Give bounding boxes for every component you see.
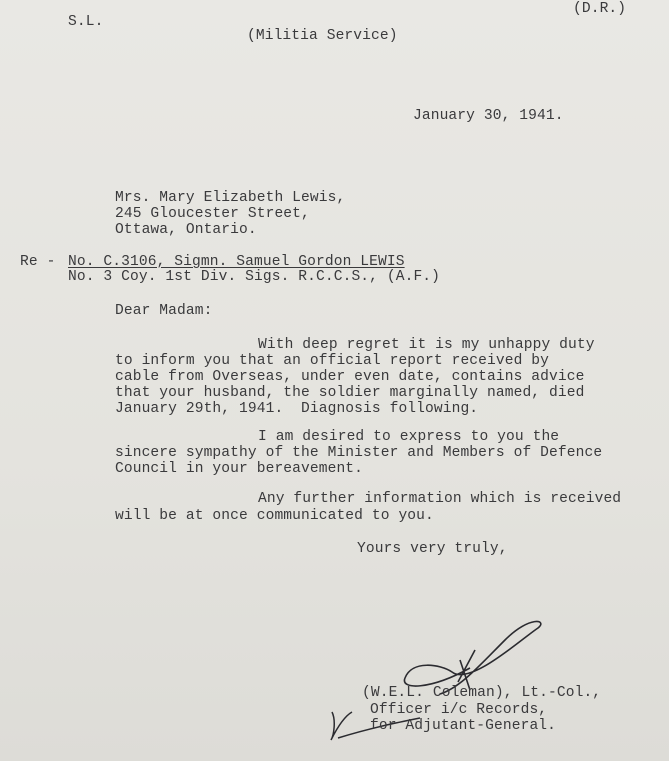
body-line: that your husband, the soldier marginally named, died — [115, 385, 585, 401]
body-line: Any further information which is received — [258, 491, 622, 507]
body-line: With deep regret it is my unhappy duty — [258, 337, 595, 353]
body-line: Council in your bereavement. — [115, 461, 364, 477]
file-code: (D.R.) — [573, 1, 627, 17]
service-heading: (Militia Service) — [247, 28, 398, 44]
initials: S.L. — [68, 14, 104, 30]
body-line: January 29th, 1941. Diagnosis following. — [115, 401, 479, 417]
closing: Yours very truly, — [357, 541, 508, 557]
letter-date: January 30, 1941. — [413, 108, 564, 124]
signature-name: (W.E.L. Coleman), Lt.-Col., — [362, 685, 602, 701]
recipient-name: Mrs. Mary Elizabeth Lewis, — [115, 190, 346, 206]
body-line: I am desired to express to you the — [258, 429, 560, 445]
body-line: to inform you that an official report received by — [115, 353, 550, 369]
body-line: cable from Overseas, under even date, contains advice — [115, 369, 585, 385]
reference-line-1: No. C.3106, Sigmn. Samuel Gordon LEWIS — [68, 254, 405, 270]
salutation: Dear Madam: — [115, 303, 213, 319]
recipient-city: Ottawa, Ontario. — [115, 222, 257, 238]
signature-for: for Adjutant-General. — [370, 718, 557, 734]
recipient-street: 245 Gloucester Street, — [115, 206, 310, 222]
signature-title: Officer i/c Records, — [370, 702, 548, 718]
reference-line-2: No. 3 Coy. 1st Div. Sigs. R.C.C.S., (A.F.) — [68, 269, 441, 285]
reference-prefix: Re - — [20, 254, 56, 270]
body-line: will be at once communicated to you. — [115, 508, 434, 524]
body-line: sincere sympathy of the Minister and Members of Defence — [115, 445, 603, 461]
